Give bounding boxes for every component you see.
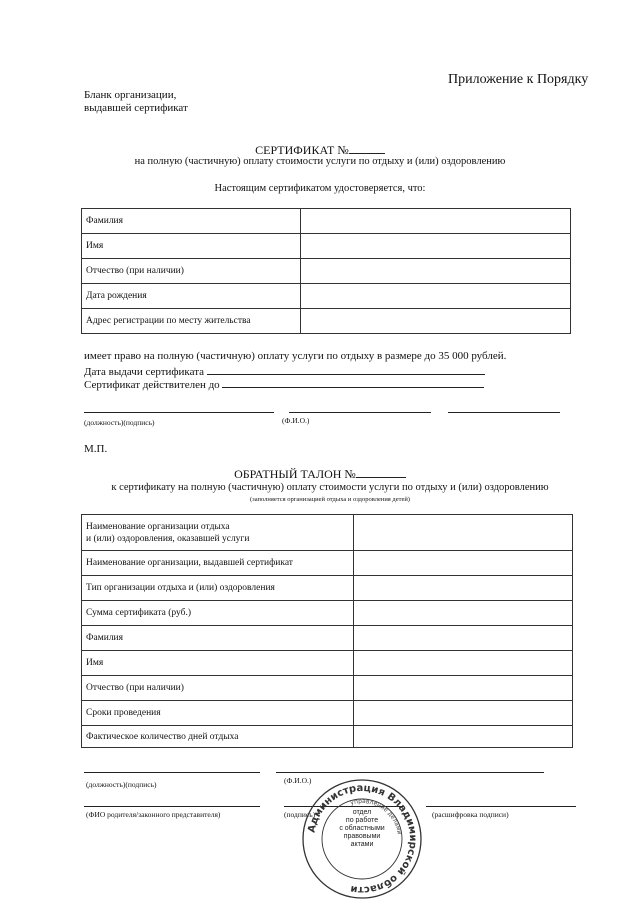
org-blank-line1: Бланк организации, <box>84 89 177 101</box>
row-label: Сроки проведения <box>82 701 354 726</box>
coupon-name-caption: (Ф.И.О.) <box>284 776 312 785</box>
position-signature-caption: (должность)(подпись) <box>84 418 155 427</box>
row-value[interactable] <box>301 284 571 309</box>
valid-until-label: Сертификат действителен до <box>84 379 220 391</box>
row-label: Сумма сертификата (руб.) <box>82 601 354 626</box>
coupon-title-text: ОБРАТНЫЙ ТАЛОН № <box>234 467 356 481</box>
row-label: Отчество (при наличии) <box>82 676 354 701</box>
stamp-center-text <box>334 809 390 849</box>
table-row <box>82 601 573 626</box>
row-label <box>82 515 354 551</box>
row-label: Фактическое количество дней отдыха <box>82 726 354 748</box>
stamp-ring-text: Администрация Владимирской области <box>306 782 419 896</box>
coupon-position-line[interactable] <box>84 772 260 773</box>
row-value[interactable] <box>354 701 573 726</box>
row-value[interactable] <box>354 576 573 601</box>
certificate-table <box>81 208 571 334</box>
row-label: Отчество (при наличии) <box>82 259 301 284</box>
extra-signature-line[interactable] <box>448 412 560 413</box>
table-row <box>82 626 573 651</box>
row-value[interactable] <box>354 601 573 626</box>
row-value[interactable] <box>354 551 573 576</box>
row-value[interactable] <box>301 234 571 259</box>
table-row <box>82 576 573 601</box>
name-signature-line[interactable] <box>289 412 431 413</box>
row-value[interactable] <box>354 626 573 651</box>
name-signature-caption: (Ф.И.О.) <box>282 416 310 425</box>
table-row <box>82 309 571 334</box>
stamp-line: по работе <box>345 817 379 824</box>
stamp-line: отдел <box>352 809 372 816</box>
row-value[interactable] <box>301 209 571 234</box>
coupon-number-blank <box>356 466 406 478</box>
appendix-heading: Приложение к Порядку <box>448 72 589 87</box>
stamp-place-label: М.П. <box>84 443 108 455</box>
table-row <box>82 209 571 234</box>
certificate-title-text: СЕРТИФИКАТ № <box>255 143 349 157</box>
coupon-title <box>0 466 640 482</box>
table-row <box>82 651 573 676</box>
signature-decode-line[interactable] <box>426 806 576 807</box>
row-label: Адрес регистрации по месту жительства <box>82 309 301 334</box>
row-label: Имя <box>82 234 301 259</box>
row-value[interactable] <box>354 676 573 701</box>
parent-name-caption: (ФИО родителя/законного представителя) <box>86 810 221 819</box>
issue-date-label: Дата выдачи сертификата <box>84 366 205 378</box>
issue-date-input[interactable] <box>207 363 485 375</box>
valid-until-field <box>84 376 484 391</box>
signature-decode-caption: (расшифровка подписи) <box>432 810 509 819</box>
row-label: Фамилия <box>82 626 354 651</box>
table-row <box>82 515 573 551</box>
valid-until-input[interactable] <box>222 376 484 388</box>
row-value[interactable] <box>301 309 571 334</box>
table-row <box>82 284 571 309</box>
table-row <box>82 701 573 726</box>
row-label: Тип организации отдыха и (или) оздоровления <box>82 576 354 601</box>
row-value[interactable] <box>301 259 571 284</box>
certificate-intro: Настоящим сертификатом удостоверяется, что: <box>214 183 426 194</box>
coupon-table <box>81 514 573 748</box>
right-statement: имеет право на полную (частичную) оплату услуги по отдыху в размере до 35 000 рублей. <box>84 350 507 362</box>
row-label-line: и (или) оздоровления, оказавшей услуги <box>86 533 250 544</box>
stamp-line: актами <box>350 841 374 848</box>
row-label: Дата рождения <box>82 284 301 309</box>
table-row <box>82 676 573 701</box>
row-label-line: Наименование организации отдыха <box>86 521 230 532</box>
position-signature-line[interactable] <box>84 412 274 413</box>
table-row <box>82 234 571 259</box>
row-value[interactable] <box>354 726 573 748</box>
parent-name-line[interactable] <box>84 806 260 807</box>
row-label: Фамилия <box>82 209 301 234</box>
stamp-line: с областными <box>339 825 385 832</box>
row-label: Имя <box>82 651 354 676</box>
official-stamp <box>300 777 424 901</box>
row-value[interactable] <box>354 651 573 676</box>
parent-signature-caption: (подпись) <box>284 810 316 819</box>
stamp-line: правовыми <box>343 833 381 840</box>
certificate-number-blank <box>349 142 385 154</box>
table-row <box>82 551 573 576</box>
row-label: Наименование организации, выдавшей сертификат <box>82 551 354 576</box>
coupon-name-line[interactable] <box>276 772 544 773</box>
stamp-inner-ring-text: управление делами <box>349 797 403 835</box>
table-row <box>82 259 571 284</box>
org-blank-label <box>84 89 284 115</box>
coupon-position-caption: (должность)(подпись) <box>86 780 157 789</box>
coupon-note: (заполняется организацией отдыха и оздоровления детей) <box>250 496 410 503</box>
certificate-subtitle: на полную (частичную) оплату стоимости услуги по отдыху и (или) оздоровлению <box>134 156 506 167</box>
coupon-subtitle: к сертификату на полную (частичную) оплату стоимости услуги по отдыху и (или) оздоровлению <box>111 482 549 493</box>
table-row <box>82 726 573 748</box>
org-blank-line2: выдавшей сертификат <box>84 102 188 114</box>
row-value[interactable] <box>354 515 573 551</box>
